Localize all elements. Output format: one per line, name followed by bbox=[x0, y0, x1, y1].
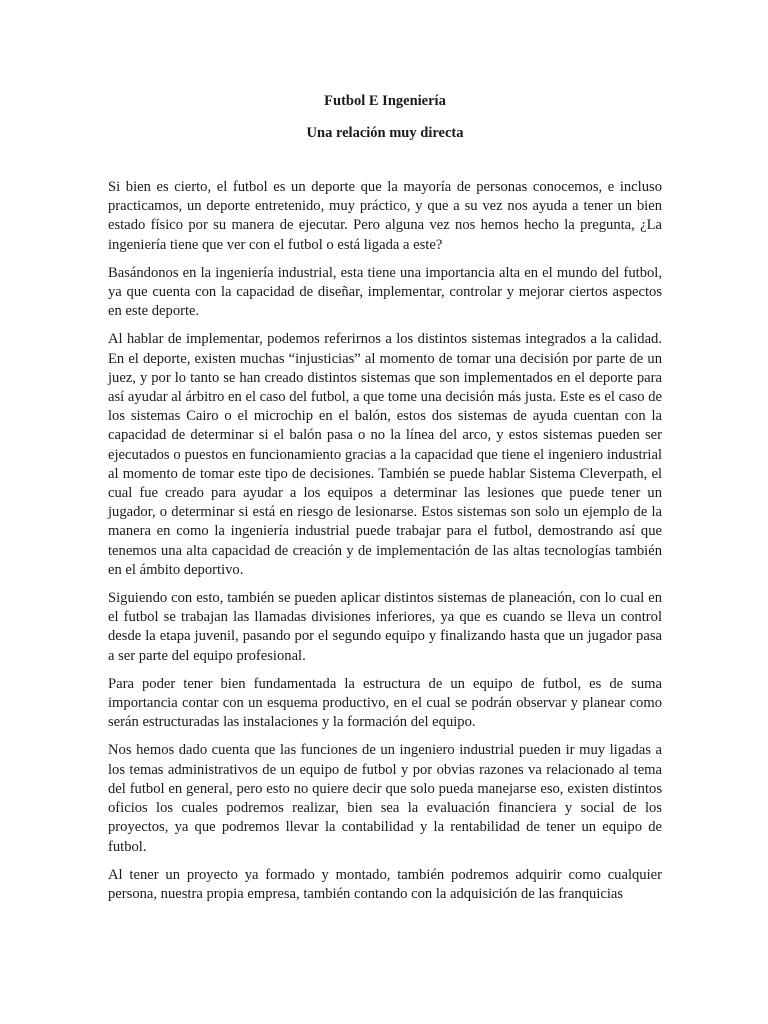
document-title: Futbol E Ingeniería bbox=[324, 93, 446, 109]
paragraph-1: Si bien es cierto, el futbol es un deporte que la mayoría de personas conocemos, e incluso practicamos, un deporte entretenido, muy práctico, y que a su vez nos ayuda a tener un bien estado físico por su manera de ejecutar. Pero alguna vez nos hemos hecho la pregunta, ¿La ingeniería tiene que ver con el futbol o está ligada a este? bbox=[108, 179, 662, 253]
paragraph-4: Siguiendo con esto, también se pueden aplicar distintos sistemas de planeación, con lo cual en el futbol se trabajan las llamadas divisiones inferiores, ya que es cuando se lleva un control desde la etapa juvenil, pasando por el segundo equipo y finalizando hasta que un jugador pasa a ser parte del equipo profesional. bbox=[108, 590, 662, 664]
paragraph-3: Al hablar de implementar, podemos referirnos a los distintos sistemas integrados a la calidad. En el deporte, existen muchas “injusticias” al momento de tomar una decisión por parte de un juez, y por lo tanto se han creado distintos sistemas que son implementados en el deporte para así ayudar al árbitro en el caso del futbol, a que tome una decisión más justa. Este es el caso de los sistemas Cairo o el microchip en el balón, estos dos sistemas de ayuda cuentan con la capacidad de determinar si el balón pasa o no la línea del arco, y estos sistemas pueden ser ejecutados o puestos en funcionamiento gracias a la capacidad que tiene el ingeniero industrial al momento de tomar este tipo de decisiones. También se puede hablar Sistema Cleverpath, el cual fue creado para ayudar a los equipos a determinar las lesiones que puede tener un jugador, o determinar si está en riesgo de lesionarse. Estos sistemas son solo un ejemplo de la manera en como la ingeniería industrial puede trabajar para el futbol, demostrando así que tenemos una alta capacidad de creación y de implementación de las altas tecnologías también en el ámbito deportivo. bbox=[108, 331, 662, 578]
paragraph-5: Para poder tener bien fundamentada la estructura de un equipo de futbol, es de suma importancia contar con un esquema productivo, en el cual se podrán observar y planear como serán estructuradas las instalaciones y la formación del equipo. bbox=[108, 675, 662, 731]
paragraph-7: Al tener un proyecto ya formado y montado, también podremos adquirir como cualquier persona, nuestra propia empresa, también contando con la adquisición de las franquicias bbox=[108, 866, 662, 902]
paragraph-6: Nos hemos dado cuenta que las funciones de un ingeniero industrial pueden ir muy ligadas a los temas administrativos de un equipo de futbol y por obvias razones va relacionado al tema del futbol en general, pero esto no quiere decir que solo pueda manejarse eso, existen distintos oficios los cuales podremos realizar, bien sea la evaluación financiera y social de los proyectos, ya que podremos llevar la contabilidad y la rentabilidad de tener un equipo de futbol. bbox=[108, 742, 662, 855]
paragraph-2: Basándonos en la ingeniería industrial, esta tiene una importancia alta en el mundo del futbol, ya que cuenta con la capacidad de diseñar, implementar, controlar y mejorar ciertos aspectos en este deporte. bbox=[108, 264, 662, 320]
document-subtitle: Una relación muy directa bbox=[306, 125, 464, 141]
